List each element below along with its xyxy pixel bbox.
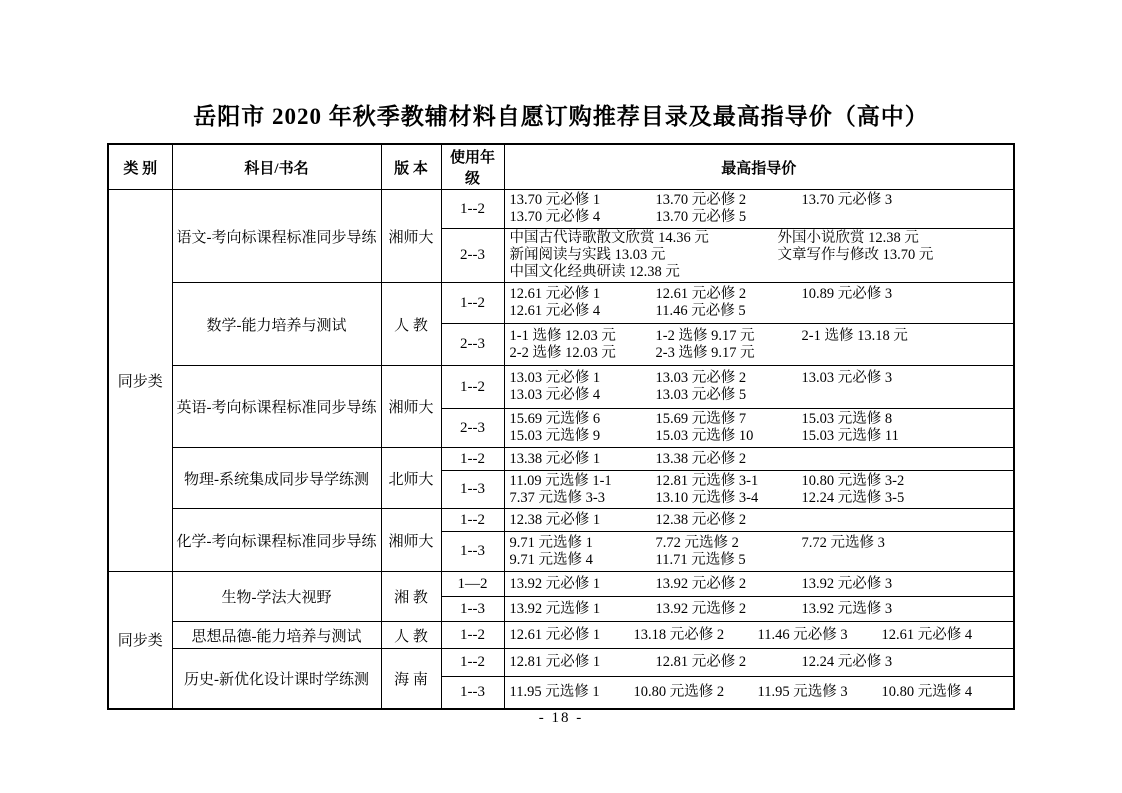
- price-item: 13.03 元必修 1: [509, 370, 601, 386]
- price-line: [510, 576, 1011, 593]
- price-line: [510, 247, 1011, 264]
- price-cell: [504, 283, 1014, 324]
- price-item: 13.03 元必修 4: [509, 387, 601, 403]
- price-item: 中国古代诗歌散文欣赏 14.36 元: [509, 230, 709, 246]
- price-item: 2-3 选修 9.17 元: [655, 344, 755, 361]
- column-header-1: 科目/书名: [172, 144, 381, 190]
- price-item: 11.09 元选修 1-1: [509, 472, 612, 489]
- subject-cell: 思想品德-能力培养与测试: [172, 622, 381, 649]
- price-item: 12.61 元必修 4: [509, 303, 601, 319]
- price-item: 10.80 元选修 2: [633, 683, 725, 700]
- table-row: [108, 283, 1014, 324]
- edition-cell: 人 教: [381, 283, 441, 366]
- price-line: [510, 535, 1011, 552]
- price-item: 12.61 元必修 1: [509, 626, 601, 643]
- grades-cell: 1--3: [441, 597, 504, 622]
- price-item: 7.37 元选修 3-3: [509, 489, 605, 506]
- price-item: 11.95 元选修 3: [757, 683, 848, 700]
- price-cell: [504, 649, 1014, 677]
- table-row: [108, 366, 1014, 409]
- price-line: [510, 473, 1011, 490]
- grades-cell: 1—2: [441, 572, 504, 597]
- price-item: 1-2 选修 9.17 元: [655, 327, 755, 344]
- price-item: 13.70 元必修 3: [801, 192, 893, 208]
- price-item: 11.71 元选修 5: [655, 551, 746, 568]
- table-row: [108, 649, 1014, 677]
- column-header-0: 类 别: [108, 144, 172, 190]
- column-header-3: 使用年级: [441, 144, 504, 190]
- price-cell: [504, 448, 1014, 471]
- price-cell: [504, 324, 1014, 366]
- price-item: 12.61 元必修 1: [509, 286, 601, 302]
- price-item: 12.24 元选修 3-5: [801, 489, 905, 506]
- subject-cell: 生物-学法大视野: [172, 572, 381, 622]
- table-header-row: [108, 144, 1014, 190]
- table-row: [108, 509, 1014, 532]
- price-item: 13.70 元必修 5: [655, 209, 747, 225]
- price-item: 外国小说欣赏 12.38 元: [777, 230, 919, 246]
- price-item: 11.46 元必修 3: [757, 626, 848, 643]
- price-line: [510, 192, 1011, 209]
- grades-cell: 1--3: [441, 471, 504, 509]
- price-item: 文章写作与修改 13.70 元: [777, 247, 934, 263]
- price-cell: [504, 622, 1014, 649]
- category-cell: 同步类: [108, 190, 172, 572]
- price-cell: [504, 366, 1014, 409]
- price-item: 15.69 元选修 7: [655, 411, 747, 427]
- category-cell: 同步类: [108, 572, 172, 709]
- page-title: 岳阳市 2020 年秋季教辅材料自愿订购推荐目录及最高指导价（高中）: [193, 104, 929, 129]
- price-table: [107, 143, 1015, 710]
- price-item: 13.92 元选修 3: [801, 600, 893, 617]
- price-item: 13.03 元必修 2: [655, 370, 747, 386]
- price-item: 10.80 元选修 3-2: [801, 472, 905, 489]
- grades-cell: 1--2: [441, 190, 504, 229]
- price-item: 13.10 元选修 3-4: [655, 489, 759, 506]
- subject-cell: 物理-系统集成同步导学练测: [172, 448, 381, 509]
- price-item: 13.92 元选修 1: [509, 600, 601, 617]
- price-item: 12.81 元选修 3-1: [655, 472, 759, 489]
- price-item: 9.71 元选修 4: [509, 551, 593, 568]
- grades-cell: 1--2: [441, 509, 504, 532]
- price-item: 13.03 元必修 3: [801, 370, 893, 386]
- grades-cell: 2--3: [441, 324, 504, 366]
- price-line: [510, 512, 1011, 529]
- subject-cell: 历史-新优化设计课时学练测: [172, 649, 381, 709]
- price-line: [510, 387, 1011, 404]
- price-line: [510, 627, 1011, 644]
- price-item: 15.69 元选修 6: [509, 411, 601, 427]
- price-item: 中国文化经典研读 12.38 元: [509, 264, 680, 280]
- price-item: 10.80 元选修 4: [881, 683, 973, 700]
- price-item: 12.81 元必修 1: [509, 654, 601, 670]
- subject-cell: 语文-考向标课程标准同步导练: [172, 190, 381, 283]
- edition-cell: 人 教: [381, 622, 441, 649]
- edition-cell: 海 南: [381, 649, 441, 709]
- price-item: 11.46 元必修 5: [655, 303, 746, 319]
- price-item: 2-2 选修 12.03 元: [509, 344, 616, 361]
- price-item: 10.89 元必修 3: [801, 286, 893, 302]
- price-item: 15.03 元选修 9: [509, 428, 601, 444]
- page-number: - 18 -: [538, 710, 584, 726]
- price-line: [510, 328, 1011, 345]
- price-cell: [504, 677, 1014, 709]
- price-item: 7.72 元选修 3: [801, 534, 885, 551]
- price-line: [510, 209, 1011, 226]
- price-item: 12.81 元必修 2: [655, 654, 747, 670]
- price-cell: [504, 597, 1014, 622]
- price-item: 13.92 元必修 2: [655, 575, 747, 592]
- price-line: [510, 552, 1011, 569]
- column-header-2: 版 本: [381, 144, 441, 190]
- price-item: 12.38 元必修 2: [655, 511, 747, 528]
- price-item: 11.95 元选修 1: [509, 683, 600, 700]
- price-cell: [504, 572, 1014, 597]
- edition-cell: 湘师大: [381, 190, 441, 283]
- price-line: [510, 370, 1011, 387]
- edition-cell: 北师大: [381, 448, 441, 509]
- price-line: [510, 303, 1011, 320]
- price-item: 13.03 元必修 5: [655, 387, 747, 403]
- grades-cell: 1--2: [441, 649, 504, 677]
- edition-cell: 湘师大: [381, 509, 441, 572]
- table-row: [108, 190, 1014, 229]
- table-row: [108, 622, 1014, 649]
- price-line: [510, 601, 1011, 618]
- price-item: 13.18 元必修 2: [633, 626, 725, 643]
- price-item: 15.03 元选修 8: [801, 411, 893, 427]
- price-line: [510, 411, 1011, 428]
- price-cell: [504, 409, 1014, 448]
- price-item: 15.03 元选修 11: [801, 428, 899, 444]
- price-item: 新闻阅读与实践 13.03 元: [509, 247, 666, 263]
- price-line: [510, 345, 1011, 362]
- price-item: 13.38 元必修 1: [509, 450, 601, 467]
- subject-cell: 英语-考向标课程标准同步导练: [172, 366, 381, 448]
- price-line: [510, 684, 1011, 701]
- price-item: 13.38 元必修 2: [655, 450, 747, 467]
- price-line: [510, 490, 1011, 507]
- table-row: [108, 572, 1014, 597]
- price-cell: [504, 471, 1014, 509]
- grades-cell: 1--2: [441, 448, 504, 471]
- price-item: 9.71 元选修 1: [509, 534, 593, 551]
- price-item: 15.03 元选修 10: [655, 428, 754, 444]
- price-item: 7.72 元选修 2: [655, 534, 739, 551]
- column-header-4: 最高指导价: [504, 144, 1014, 190]
- price-cell: [504, 532, 1014, 572]
- grades-cell: 1--3: [441, 677, 504, 709]
- grades-cell: 1--3: [441, 532, 504, 572]
- price-cell: [504, 190, 1014, 229]
- table-row: [108, 448, 1014, 471]
- price-line: [510, 264, 1011, 281]
- price-item: 12.24 元必修 3: [801, 654, 893, 670]
- price-item: 13.70 元必修 4: [509, 209, 601, 225]
- price-item: 13.70 元必修 2: [655, 192, 747, 208]
- price-line: [510, 428, 1011, 445]
- price-item: 13.92 元选修 2: [655, 600, 747, 617]
- grades-cell: 2--3: [441, 229, 504, 283]
- grades-cell: 2--3: [441, 409, 504, 448]
- grades-cell: 1--2: [441, 283, 504, 324]
- price-cell: [504, 509, 1014, 532]
- grades-cell: 1--2: [441, 366, 504, 409]
- price-line: [510, 654, 1011, 671]
- grades-cell: 1--2: [441, 622, 504, 649]
- edition-cell: 湘 教: [381, 572, 441, 622]
- price-line: [510, 451, 1011, 468]
- subject-cell: 数学-能力培养与测试: [172, 283, 381, 366]
- subject-cell: 化学-考向标课程标准同步导练: [172, 509, 381, 572]
- price-item: 13.92 元必修 1: [509, 575, 601, 592]
- price-line: [510, 286, 1011, 303]
- price-item: 12.61 元必修 2: [655, 286, 747, 302]
- price-item: 12.61 元必修 4: [881, 626, 973, 643]
- price-item: 13.70 元必修 1: [509, 192, 601, 208]
- price-cell: [504, 229, 1014, 283]
- price-line: [510, 230, 1011, 247]
- price-item: 2-1 选修 13.18 元: [801, 327, 908, 344]
- price-item: 13.92 元必修 3: [801, 575, 893, 592]
- edition-cell: 湘师大: [381, 366, 441, 448]
- price-item: 12.38 元必修 1: [509, 511, 601, 528]
- price-item: 1-1 选修 12.03 元: [509, 327, 616, 344]
